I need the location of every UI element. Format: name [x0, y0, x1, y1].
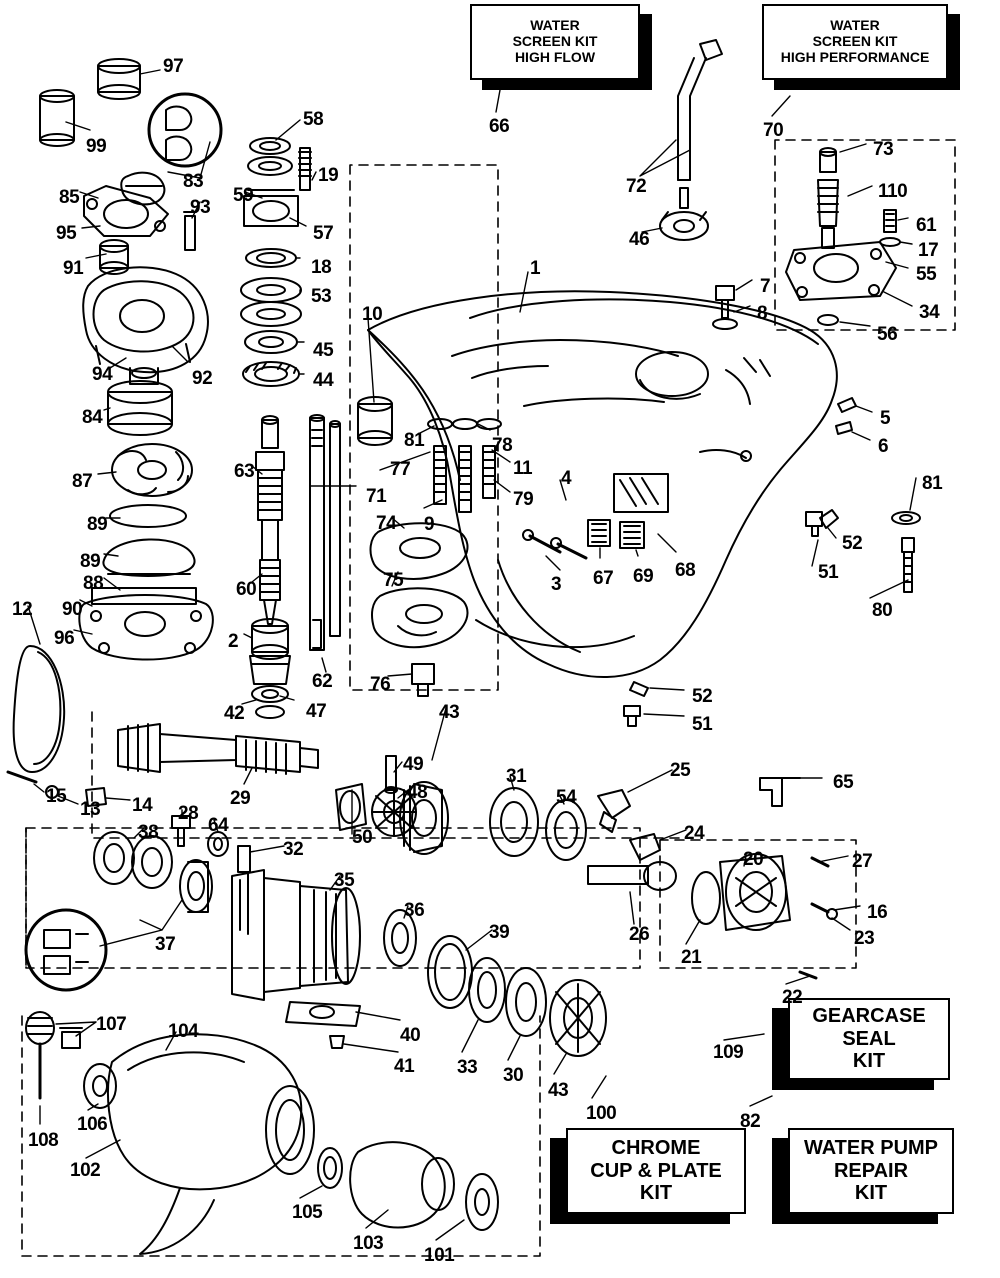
callout-number: 11 — [513, 458, 533, 479]
callout-number: 64 — [208, 815, 229, 836]
callout-number: 31 — [506, 766, 527, 787]
callout-number: 84 — [82, 407, 103, 428]
callout-number: 110 — [878, 181, 908, 202]
callout-number: 80 — [872, 600, 893, 621]
callout-number: 51 — [692, 714, 713, 735]
callout-number: 87 — [72, 471, 93, 492]
callout-number: 15 — [46, 786, 67, 807]
callout-number: 46 — [629, 229, 650, 250]
callout-number: 45 — [313, 340, 334, 361]
callout-number: 68 — [675, 560, 696, 581]
callout-number: 26 — [629, 924, 650, 945]
callout-number: 16 — [867, 902, 888, 923]
callout-number: 56 — [877, 324, 898, 345]
callout-number: 22 — [782, 987, 803, 1008]
callout-number: 18 — [311, 257, 332, 278]
callout-number: 38 — [138, 822, 159, 843]
kit-line: KIT — [854, 1182, 888, 1205]
callout-number: 79 — [513, 489, 534, 510]
kit-box-water-pump-repair — [788, 1128, 954, 1214]
callout-number: 42 — [224, 703, 245, 724]
callout-number: 35 — [334, 870, 355, 891]
callout-number: 97 — [163, 56, 184, 77]
callout-number: 90 — [62, 599, 83, 620]
callout-number: 28 — [178, 803, 199, 824]
callout-number: 54 — [556, 787, 577, 808]
callout-number: 95 — [56, 223, 77, 244]
kit-line: KIT — [852, 1050, 886, 1073]
callout-number: 34 — [919, 302, 940, 323]
callout-number: 49 — [403, 754, 424, 775]
callout-number: 53 — [311, 286, 332, 307]
callout-number: 85 — [59, 187, 80, 208]
callout-number: 107 — [96, 1014, 127, 1035]
callout-number: 24 — [684, 823, 705, 844]
callout-number: 69 — [633, 566, 654, 587]
kit-line: CHROME — [611, 1137, 701, 1160]
callout-number: 96 — [54, 628, 75, 649]
callout-number: 10 — [362, 304, 383, 325]
kit-box-chrome-cup-and-plate — [566, 1128, 746, 1214]
callout-number: 32 — [283, 839, 304, 860]
callout-number: 23 — [854, 928, 875, 949]
kit-box-gearcase-seal — [788, 998, 950, 1080]
callout-number: 67 — [593, 568, 614, 589]
kit-line: CUP & PLATE — [590, 1159, 722, 1182]
callout-number: 20 — [743, 849, 764, 870]
callout-number: 66 — [489, 116, 510, 137]
kit-line: SCREEN KIT — [512, 33, 598, 50]
callout-number: 108 — [28, 1130, 59, 1151]
callout-number: 59 — [233, 185, 254, 206]
callout-number: 29 — [230, 788, 251, 809]
callout-number: 50 — [352, 827, 373, 848]
callout-number: 93 — [190, 197, 211, 218]
callout-number: 27 — [852, 851, 873, 872]
callout-number: 13 — [80, 799, 101, 820]
callout-number: 25 — [670, 760, 691, 781]
callout-number: 78 — [492, 435, 513, 456]
callout-number: 33 — [457, 1057, 478, 1078]
callout-number: 40 — [400, 1025, 421, 1046]
callout-number: 103 — [353, 1233, 384, 1254]
callout-number: 63 — [234, 461, 255, 482]
callout-number: 75 — [383, 570, 404, 591]
callout-number: 44 — [313, 370, 334, 391]
callout-number: 77 — [390, 459, 411, 480]
callout-number: 109 — [713, 1042, 744, 1063]
callout-number: 89 — [80, 551, 101, 572]
callout-number: 82 — [740, 1111, 761, 1132]
callout-number: 76 — [370, 674, 391, 695]
callout-number: 102 — [70, 1160, 101, 1181]
callout-number: 43 — [548, 1080, 569, 1101]
callout-number: 1 — [530, 258, 541, 279]
callout-number: 73 — [873, 139, 894, 160]
callout-number: 106 — [77, 1114, 108, 1135]
callout-number: 71 — [366, 486, 387, 507]
callout-number: 5 — [880, 408, 891, 429]
kit-line: HIGH FLOW — [514, 48, 596, 65]
callout-number: 51 — [818, 562, 839, 583]
kit-line: SCREEN KIT — [812, 33, 898, 50]
callout-number: 74 — [376, 513, 397, 534]
kit-line: WATER — [530, 17, 580, 34]
callout-number: 94 — [92, 364, 113, 385]
callout-number: 60 — [236, 579, 257, 600]
callout-number: 65 — [833, 772, 854, 793]
kit-line: REPAIR — [833, 1159, 909, 1182]
callout-number: 3 — [551, 574, 562, 595]
kit-box-water-screen-high-performance — [762, 4, 948, 80]
callout-number: 72 — [626, 176, 647, 197]
callout-number: 81 — [404, 430, 425, 451]
callout-number: 17 — [918, 240, 939, 261]
callout-number: 89 — [87, 514, 108, 535]
callout-number: 41 — [394, 1056, 415, 1077]
callout-number: 2 — [228, 631, 239, 652]
callout-number: 6 — [878, 436, 889, 457]
callout-number: 21 — [681, 947, 702, 968]
kit-box-water-screen-high-flow — [470, 4, 640, 80]
callout-number: 14 — [132, 795, 153, 816]
callout-number: 47 — [306, 701, 327, 722]
callout-number: 100 — [586, 1103, 617, 1124]
callout-number: 61 — [916, 215, 937, 236]
kit-line: WATER — [830, 17, 880, 34]
kit-line: KIT — [639, 1182, 673, 1205]
callout-number: 39 — [489, 922, 510, 943]
kit-line: WATER PUMP — [803, 1137, 939, 1160]
callout-number: 101 — [424, 1245, 455, 1266]
callout-number: 58 — [303, 109, 324, 130]
callout-number: 4 — [561, 468, 572, 489]
callout-number: 7 — [760, 276, 771, 297]
callout-number: 55 — [916, 264, 937, 285]
callout-number: 92 — [192, 368, 213, 389]
callout-number: 43 — [439, 702, 460, 723]
callout-number: 52 — [842, 533, 863, 554]
kit-line: HIGH PERFORMANCE — [780, 48, 930, 65]
callout-number: 104 — [168, 1021, 199, 1042]
callout-number: 48 — [407, 782, 428, 803]
callout-number: 91 — [63, 258, 84, 279]
callout-number: 37 — [155, 934, 176, 955]
callout-number: 36 — [404, 900, 425, 921]
callout-number: 99 — [86, 136, 107, 157]
callout-number: 12 — [12, 599, 33, 620]
callout-number: 83 — [183, 171, 204, 192]
callout-number: 19 — [318, 165, 339, 186]
callout-number: 105 — [292, 1202, 323, 1223]
callout-number: 70 — [763, 120, 784, 141]
kit-line: GEARCASE — [812, 1005, 926, 1028]
callout-number: 8 — [757, 303, 768, 324]
callout-number: 62 — [312, 671, 333, 692]
kit-line: SEAL — [842, 1027, 896, 1050]
callout-number: 57 — [313, 223, 334, 244]
callout-number: 52 — [692, 686, 713, 707]
callout-number: 9 — [424, 514, 435, 535]
callout-number: 30 — [503, 1065, 524, 1086]
callout-number: 88 — [83, 573, 104, 594]
callout-number: 81 — [922, 473, 943, 494]
